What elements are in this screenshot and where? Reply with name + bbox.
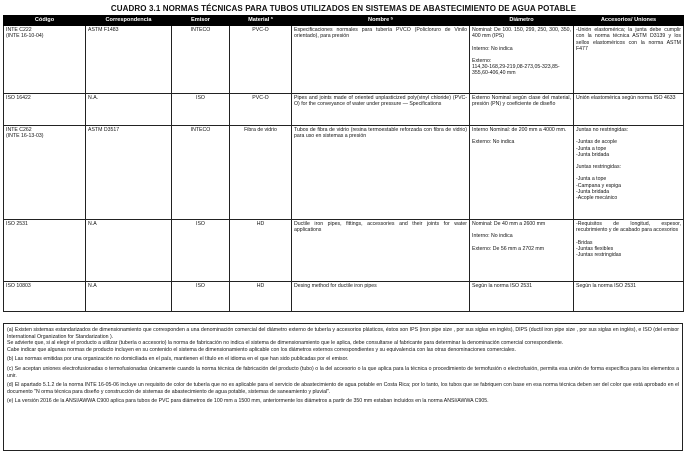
header-codigo: Código	[4, 16, 86, 26]
cell-accesorios: Según la norma ISO 2531	[574, 282, 684, 312]
header-nombre: Nombre ᵇ	[292, 16, 470, 26]
diametro-line: Externo Nominal según clase del material, presión (PN) y coeficiente de diseño	[472, 95, 571, 108]
cell-codigo	[4, 282, 86, 312]
footnote-e: (e) La versión 2016 de la ANSI/AWWA C900 aplica para tubos de PVC para diámetros de 100 mm a 1500 mm, anteriormente los diámetros a partir de 350 mm estaban incluidos en la norma ANSI/AWWA C905.	[7, 398, 489, 405]
diametro-line: Interno: No indica	[472, 45, 513, 52]
cell-diametro	[470, 94, 574, 126]
cell-nombre: Desing method for ductile iron pipes	[292, 282, 470, 312]
header-diametro: Diámetro	[470, 16, 574, 26]
footnote-c: (c) Se aceptan uniones electrofusionadas o termofusionadas únicamente cuando la norma técnica de fabricación del producto (tubo) o la del accesorio o la que aplica para la técnica o procedimiento de termofusión o electrofusión, permita esa unión de forma específica para los elementos a unir.	[7, 365, 679, 379]
cell-diametro	[470, 282, 574, 312]
cell-emisor: INTECO	[172, 26, 230, 94]
footnote-a-line: Se advierte que, si al elegir el producto a utilizar (tubería o accesorio) la norma de fabricación no indica el sistema de dimensionamiento que le aplica, debe consultarse al fabricante para determinar la denominación comercial correspondiente.	[7, 340, 564, 347]
table-row	[4, 282, 684, 312]
cell-correspondencia: N.A	[86, 220, 172, 282]
cell-material: HD	[230, 220, 292, 282]
cell-codigo	[4, 126, 86, 220]
diametro-line: Según la norma ISO 2531	[472, 283, 532, 289]
cell-correspondencia: ASTM F1483	[86, 26, 172, 94]
codigo-line: ISO 10803	[6, 283, 31, 289]
footnote-a-line: Cabe indicar que algunas normas de producto incluyen en su contenido el sistema de dimensionamiento aplicable con los diámetros externos correspondientes y su equivalencia con las otras denominaciones comerciales.	[7, 346, 516, 353]
codigo-line: ISO 2531	[6, 221, 28, 227]
codigo-line: (INTE 16-10-04)	[6, 33, 44, 40]
diametro-line: Externo: No indica	[472, 139, 515, 146]
diametro-line: 114,30-168,29-219,08-273,05-323,85-355,60-406,40 mm	[472, 64, 560, 77]
cell-emisor: ISO	[172, 220, 230, 282]
cell-correspondencia: N.A.	[86, 94, 172, 126]
cell-nombre: Especificaciones normales para tubería PVCO (Policloruro de Vinilo orientado), para presión	[292, 26, 470, 94]
accesorio-line: Juntas restringidas:	[576, 164, 621, 171]
accesorio-line: -Junta a tope	[576, 176, 607, 183]
footnote-b: (b) Las normas emitidas por una organización no domiciliada en el país, mantienen el título en el idioma en el que han sido publicadas por el emisor.	[7, 356, 349, 363]
header-accesorios: Accesorios/ Uniones	[574, 16, 684, 26]
accesorio-line: -Juntas restringidas	[576, 252, 622, 259]
table-row	[4, 220, 684, 282]
accesorio-line: Juntas no restringidas:	[576, 127, 629, 133]
diametro-line: Nominal: De 100. 150, 299, 250, 300, 350, 400 mm (IPS)	[472, 27, 571, 40]
accesorio-line: -Juntas de acople	[576, 139, 617, 146]
cell-correspondencia: N.A	[86, 282, 172, 312]
cell-accesorios: Unión elastomérica según norma ISO 4633	[574, 94, 684, 126]
footnote-d: (d) El apartado 5.1.2 de la norma INTE 16-05-06 incluye un requisito de color de tubería que no es aplicable para el servicio de abastecimiento de agua potable en Costa Rica; por lo tanto, los tubos que se fabriquen con base en esa norma técnica deben ser del color que está aprobado en el documento "N orma técnica para diseño y construcción de sistemas de abastecimiento de agua potable, sistemas de saneamiento y pluvial".	[7, 382, 679, 395]
cell-material: PVC-O	[230, 94, 292, 126]
accesorio-line: -Junta bridada	[576, 151, 610, 158]
diametro-line: Interno: No indica	[472, 233, 513, 240]
codigo-line: INTE C222	[6, 27, 32, 33]
cell-diametro	[470, 220, 574, 282]
footnotes-box	[3, 323, 683, 451]
cell-nombre: Ductile iron pipes, fittings, accessories and their joints for water applications	[292, 220, 470, 282]
footnote-a-line: (a) Existen sistemas estandarizados de dimensionamiento que corresponden a una denominación comercial del diámetro externo de tubería y accesorios plásticos, éstos son IPS (iron pipe size , por sus siglas en inglés), DIPS (ductil iron pipe size , por sus siglas en inglés), e ISO (del emisor International Organization for Standarization ).	[7, 327, 679, 340]
codigo-line: INTE C262	[6, 127, 32, 133]
cell-nombre: Pipes and joints made of oriented unplasticized poly(vinyl chloride) (PVC-O) for the conveyance of water under pressure — Specifications	[292, 94, 470, 126]
cell-material: Fibra de vidrio	[230, 126, 292, 220]
cell-diametro	[470, 126, 574, 220]
table-row	[4, 126, 684, 220]
accesorio-line: -Campana y espiga	[576, 182, 621, 189]
table-header-row	[4, 16, 684, 26]
cell-accesorios	[574, 126, 684, 220]
cell-codigo	[4, 26, 86, 94]
cell-emisor: ISO	[172, 282, 230, 312]
cell-codigo	[4, 220, 86, 282]
diametro-line: Externo: De 56 mm a 2702 mm	[472, 245, 545, 252]
diametro-line: Externo:	[472, 57, 492, 64]
cell-accesorios: -Unión elastomérica; la junta debe cumplir con la norma técnica ASTM D3139 y los sellos elastoméricos con la norma ASTM F477	[574, 26, 684, 94]
accesorio-line: -Bridas	[576, 239, 593, 246]
standards-table	[3, 15, 684, 312]
table-row	[4, 94, 684, 126]
header-correspondencia: Correspondencia	[86, 16, 172, 26]
cell-nombre: Tubos de fibra de vidrio (resina termoestable reforzada con fibra de vidrio) para uso en sistemas a presión	[292, 126, 470, 220]
accesorio-line: -Junta a tope	[576, 145, 607, 152]
table-row	[4, 26, 684, 94]
cell-emisor: INTECO	[172, 126, 230, 220]
page-title: CUADRO 3.1 NORMAS TÉCNICAS PARA TUBOS UTILIZADOS EN SISTEMAS DE ABASTECIMIENTO DE AGUA POTABLE	[110, 4, 577, 13]
accesorio-line: -Juntas flexibles	[576, 245, 614, 252]
header-emisor: Emisor	[172, 16, 230, 26]
accesorio-line: -Acople mecánico	[576, 195, 618, 202]
cell-diametro	[470, 26, 574, 94]
cell-emisor: ISO	[172, 94, 230, 126]
cell-correspondencia: ASTM D3517	[86, 126, 172, 220]
cell-codigo	[4, 94, 86, 126]
codigo-line: (INTE 16-13-03)	[6, 133, 44, 140]
codigo-line: ISO 16422	[6, 95, 31, 101]
accesorio-line: -Requisitos de longitud, espesor, recubrimiento y de acabado para accesorios	[576, 221, 681, 234]
accesorio-line: -Junta bridada	[576, 189, 610, 196]
diametro-line: Interno Nominal: de 200 mm a 4000 mm.	[472, 127, 567, 133]
cell-accesorios	[574, 220, 684, 282]
cell-material: HD	[230, 282, 292, 312]
footnote-a	[7, 327, 679, 353]
cell-material: PVC-O	[230, 26, 292, 94]
diametro-line: Nominal: De 40 mm a 2600 mm	[472, 221, 546, 227]
header-material: Material ª	[230, 16, 292, 26]
